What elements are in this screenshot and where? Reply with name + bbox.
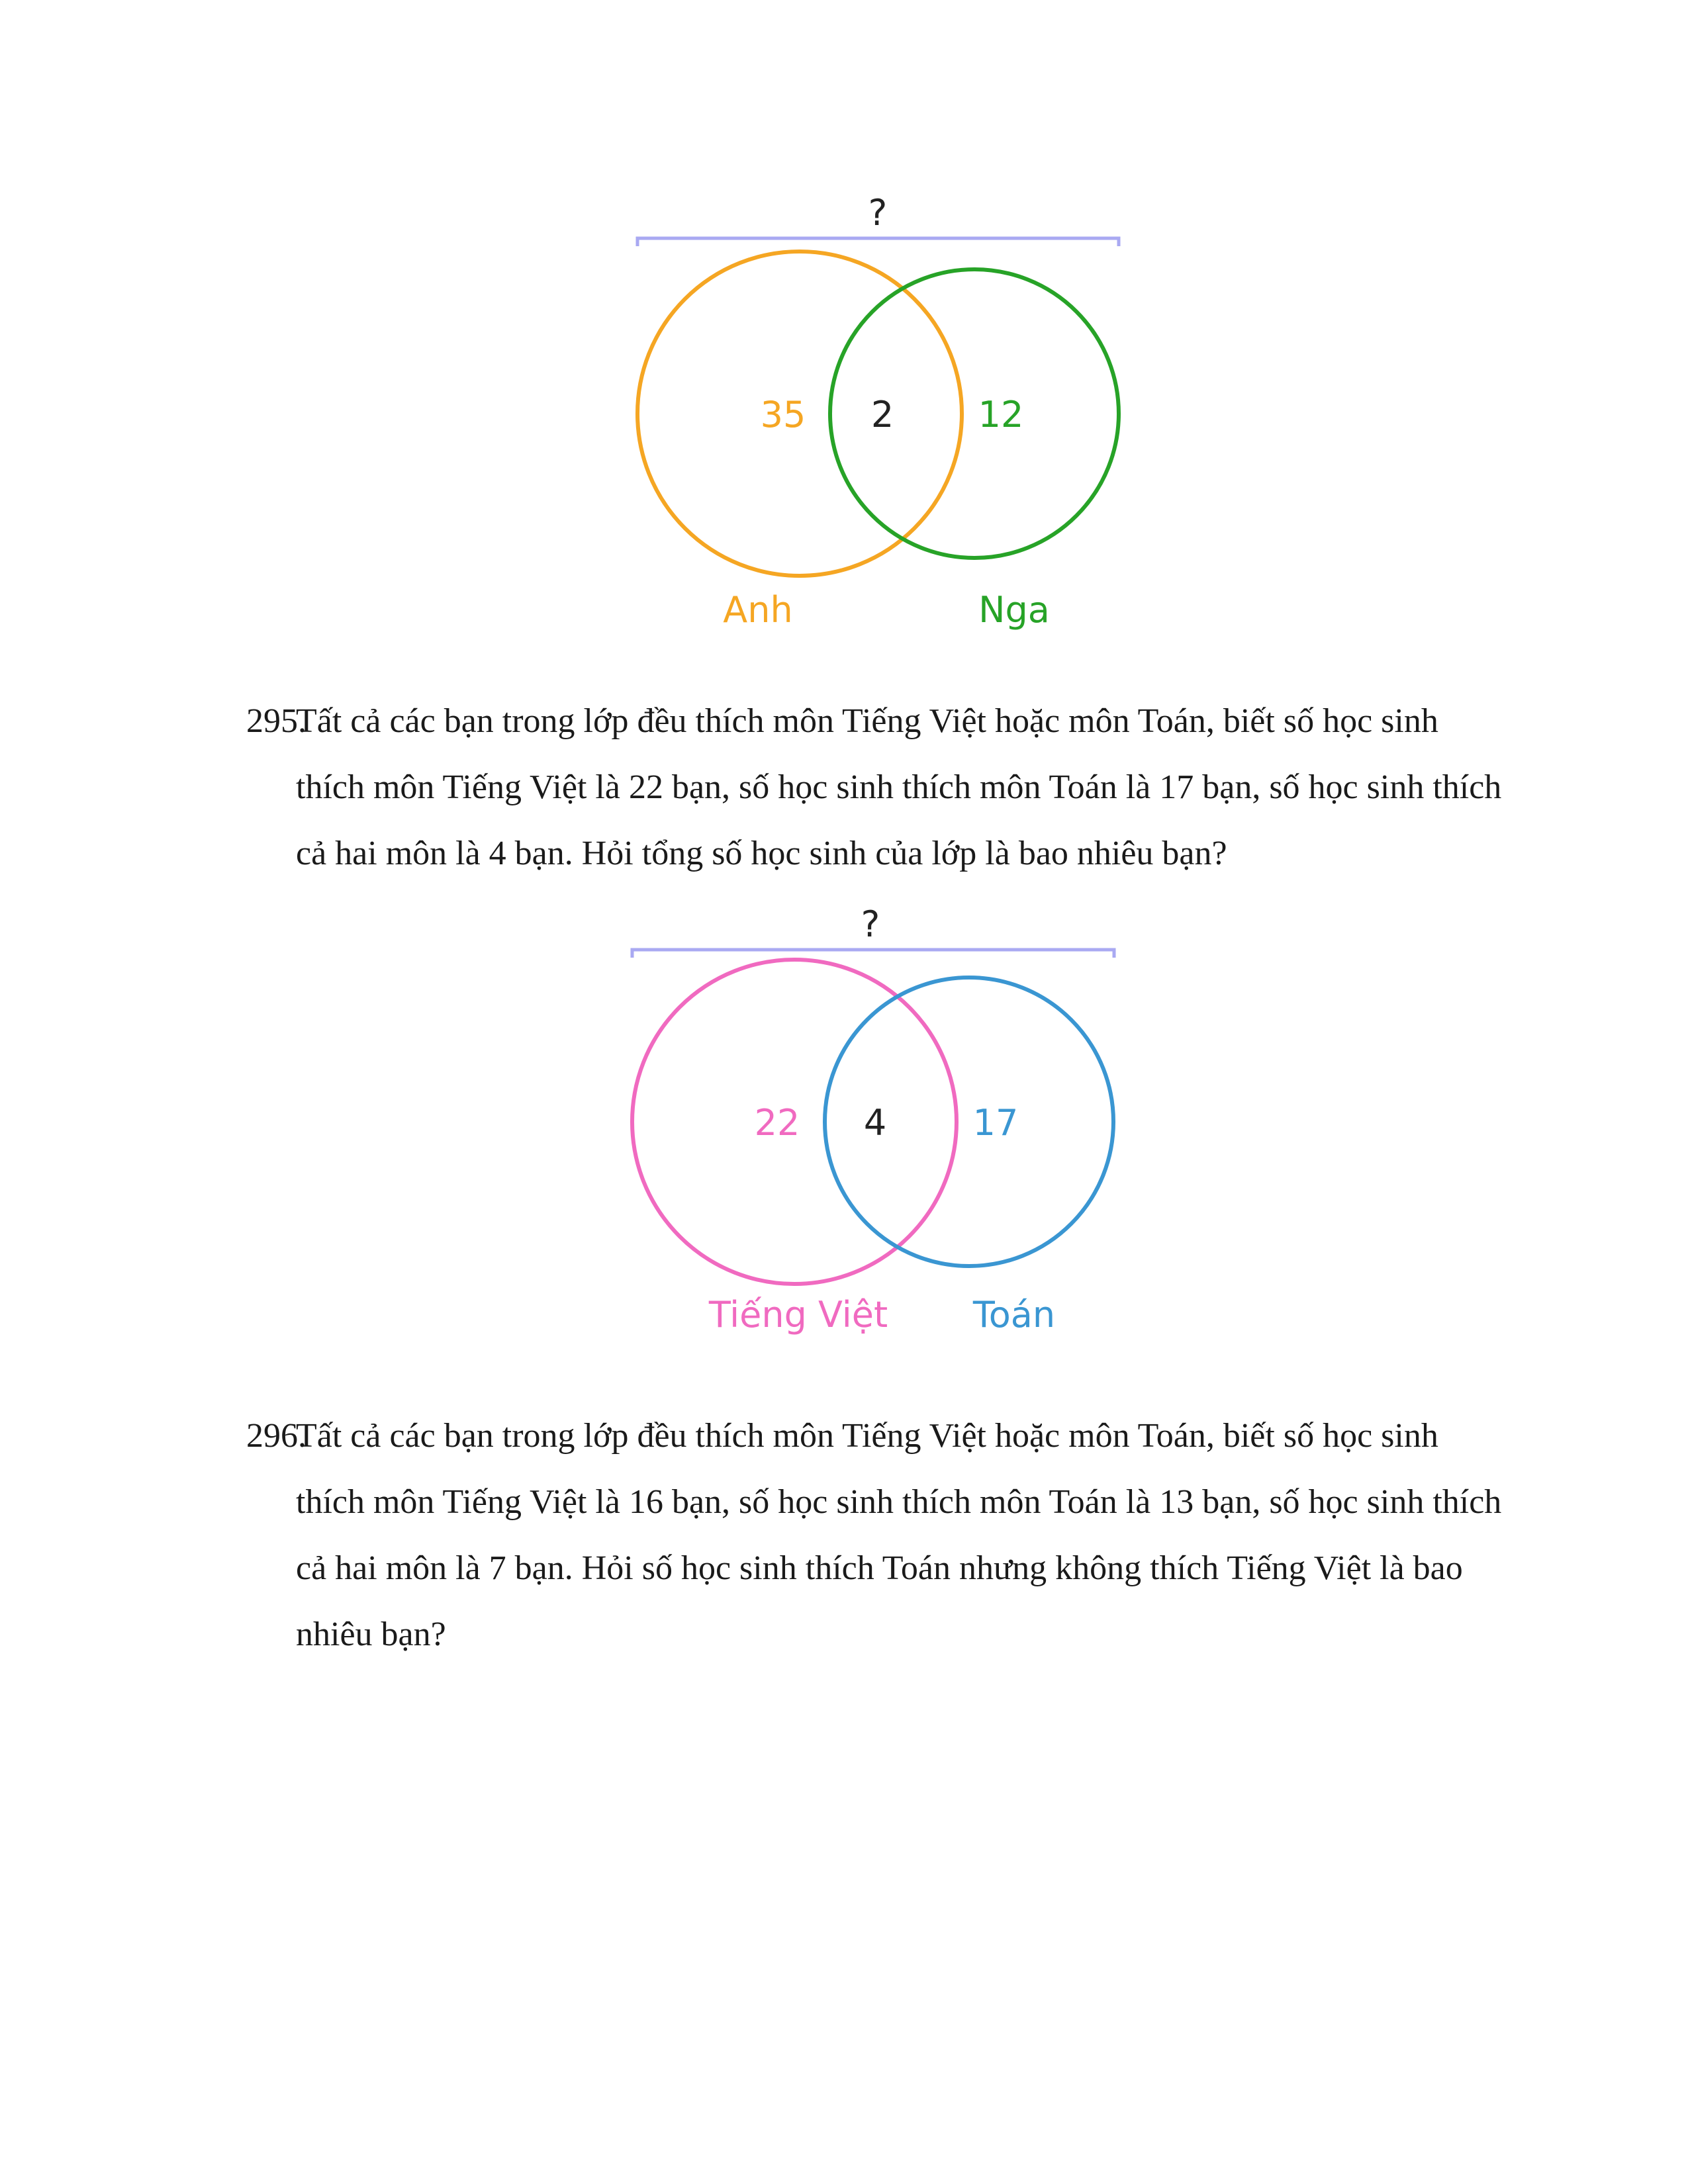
value-tieng-viet-only: 22 (754, 1102, 800, 1144)
total-question-mark: ? (868, 192, 888, 234)
venn-svg-2 (0, 884, 1688, 1360)
label-toan: Toán (972, 1294, 1056, 1336)
problem-number: 295. (246, 702, 306, 740)
problem-text: Tất cả các bạn trong lớp đều thích môn Tiếng Việt hoặc môn Toán, biết số học sinh thích môn Tiếng Việt là 22 bạn, số học sinh thích môn Toán là 17 bạn, số học sinh thích cả hai môn là 4 bạn. Hỏi tổng số học sinh của lớp là bao nhiêu bạn? (296, 702, 1502, 872)
problem-number: 296. (246, 1417, 306, 1455)
problem-296 (246, 1403, 1504, 1668)
value-overlap: 4 (863, 1102, 887, 1144)
value-overlap: 2 (870, 394, 894, 435)
label-tieng-viet: Tiếng Việt (708, 1294, 888, 1336)
problem-paragraph (246, 1403, 1504, 1668)
value-toan-only: 17 (972, 1102, 1019, 1144)
total-bracket (637, 238, 1119, 246)
venn-diagram-tieng-viet-toan (0, 884, 1688, 1360)
problem-paragraph (246, 688, 1504, 887)
total-bracket (632, 950, 1114, 958)
total-question-mark: ? (861, 903, 880, 945)
value-anh-only: 35 (760, 394, 806, 435)
label-anh: Anh (723, 589, 793, 631)
problem-295 (246, 688, 1504, 887)
value-nga-only: 12 (978, 394, 1024, 435)
venn-diagram-anh-nga (0, 172, 1688, 649)
label-nga: Nga (978, 589, 1050, 631)
problem-text: Tất cả các bạn trong lớp đều thích môn Tiếng Việt hoặc môn Toán, biết số học sinh thích môn Tiếng Việt là 16 bạn, số học sinh thích môn Toán là 13 bạn, số học sinh thích cả hai môn là 7 bạn. Hỏi số học sinh thích Toán nhưng không thích Tiếng Việt là bao nhiêu bạn? (296, 1417, 1502, 1653)
venn-svg-1 (0, 172, 1688, 649)
